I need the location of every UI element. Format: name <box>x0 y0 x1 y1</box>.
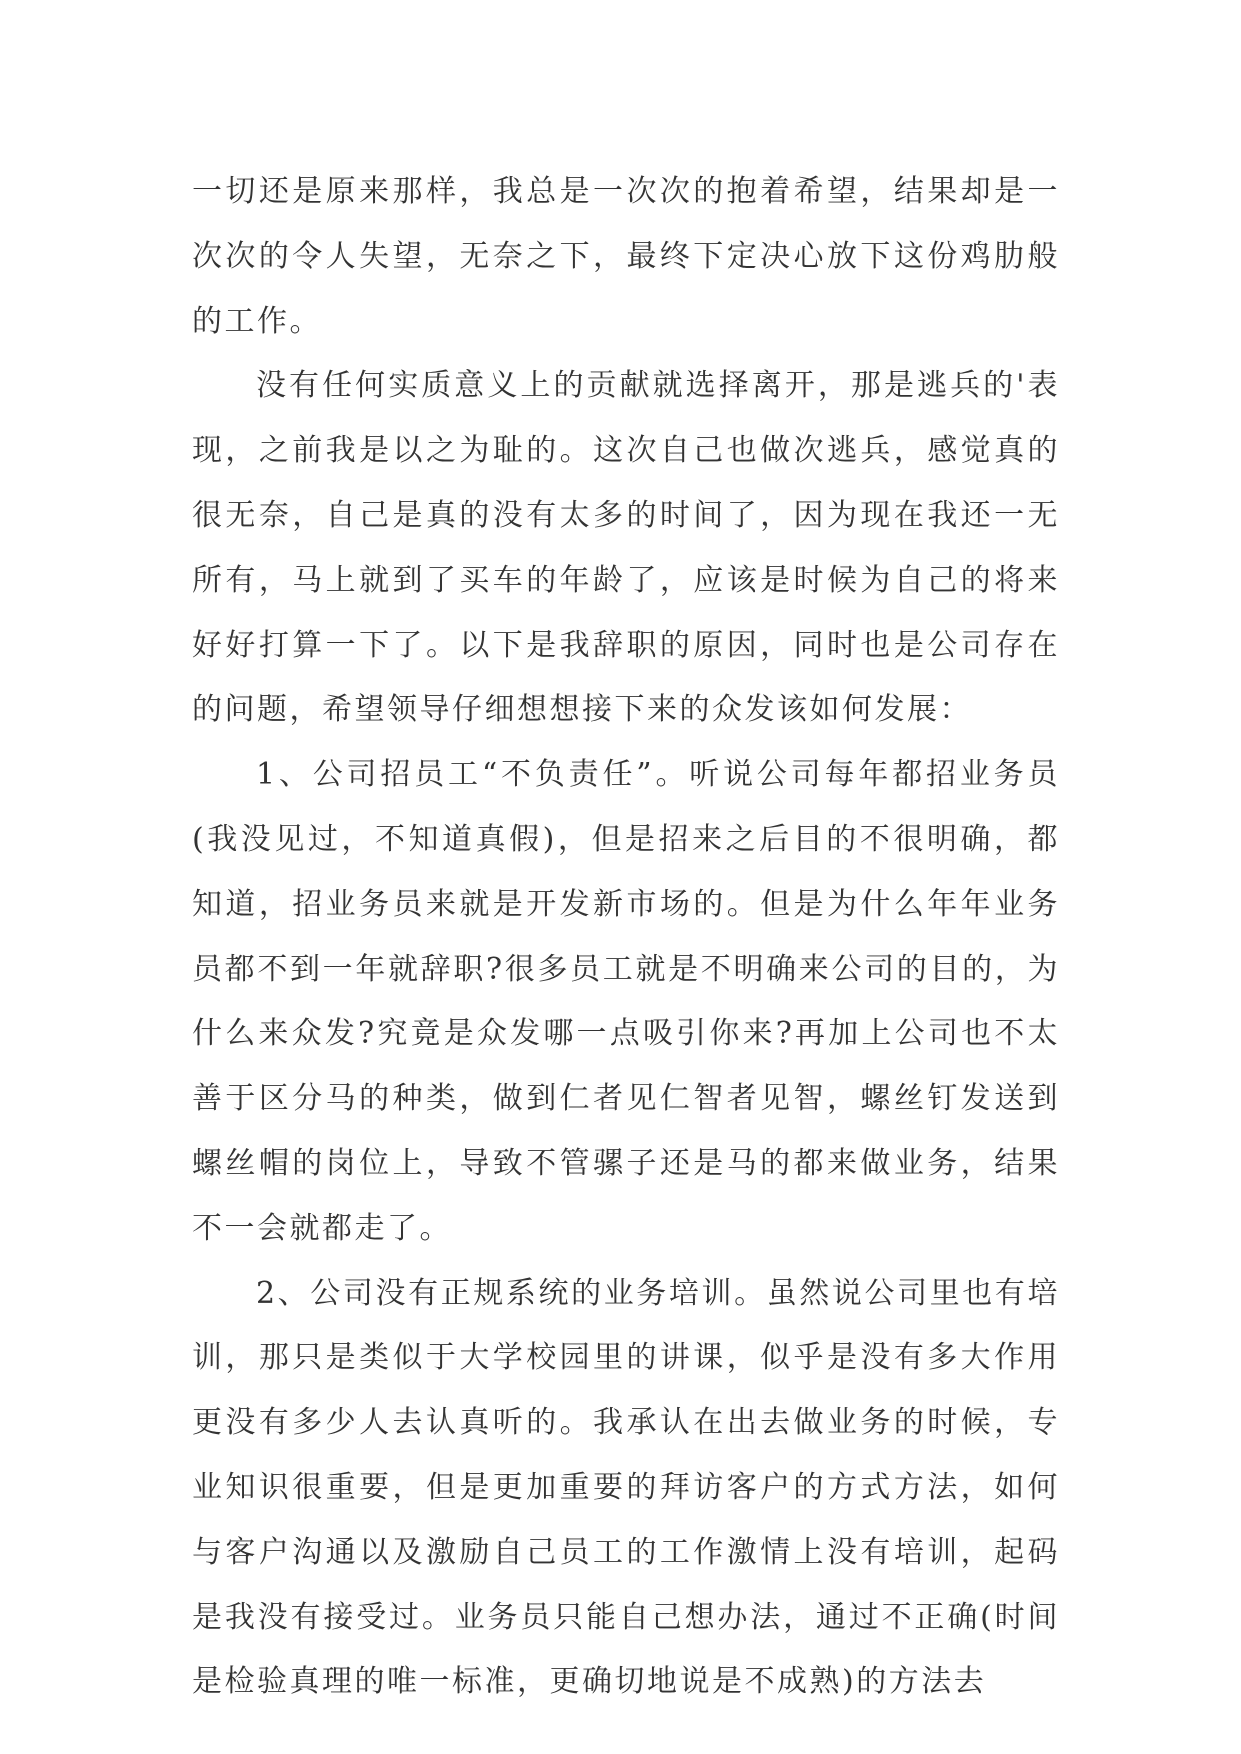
paragraph-4: 2、公司没有正规系统的业务培训。虽然说公司里也有培训，那只是类似于大学校园里的讲课，似乎是没有多大作用更没有多少人去认真听的。我承认在出去做业务的时候，专业知识很重要，但是更加重要的拜访客户的方式方法，如何与客户沟通以及激励自己员工的工作激情上没有培训，起码是我没有接受过。业务员只能自己想办法，通过不正确(时间是检验真理的唯一标准，更确切地说是不成熟)的方法去 <box>192 1275 1060 1700</box>
paragraph-2: 没有任何实质意义上的贡献就选择离开，那是逃兵的'表现，之前我是以之为耻的。这次自己也做次逃兵，感觉真的很无奈，自己是真的没有太多的时间了，因为现在我还一无所有，马上就到了买车的年龄了，应该是时候为自己的将来好好打算一下了。以下是我辞职的原因，同时也是公司存在的问题，希望领导仔细想想接下来的众发该如何发展： <box>192 368 1060 728</box>
paragraph-3: 1、公司招员工“不负责任”。听说公司每年都招业务员(我没见过，不知道真假)，但是招来之后目的不很明确，都知道，招业务员来就是开发新市场的。但是为什么年年业务员都不到一年就辞职?很多员工就是不明确来公司的目的，为什么来众发?究竟是众发哪一点吸引你来?再加上公司也不太善于区分马的种类，做到仁者见仁智者见智，螺丝钉发送到螺丝帽的岗位上，导致不管骡子还是马的都来做业务，结果不一会就都走了。 <box>192 757 1060 1246</box>
paragraph-1: 一切还是原来那样，我总是一次次的抱着希望，结果却是一次次的令人失望，无奈之下，最终下定决心放下这份鸡肋般的工作。 <box>192 174 1060 339</box>
document-body <box>192 160 1060 1715</box>
